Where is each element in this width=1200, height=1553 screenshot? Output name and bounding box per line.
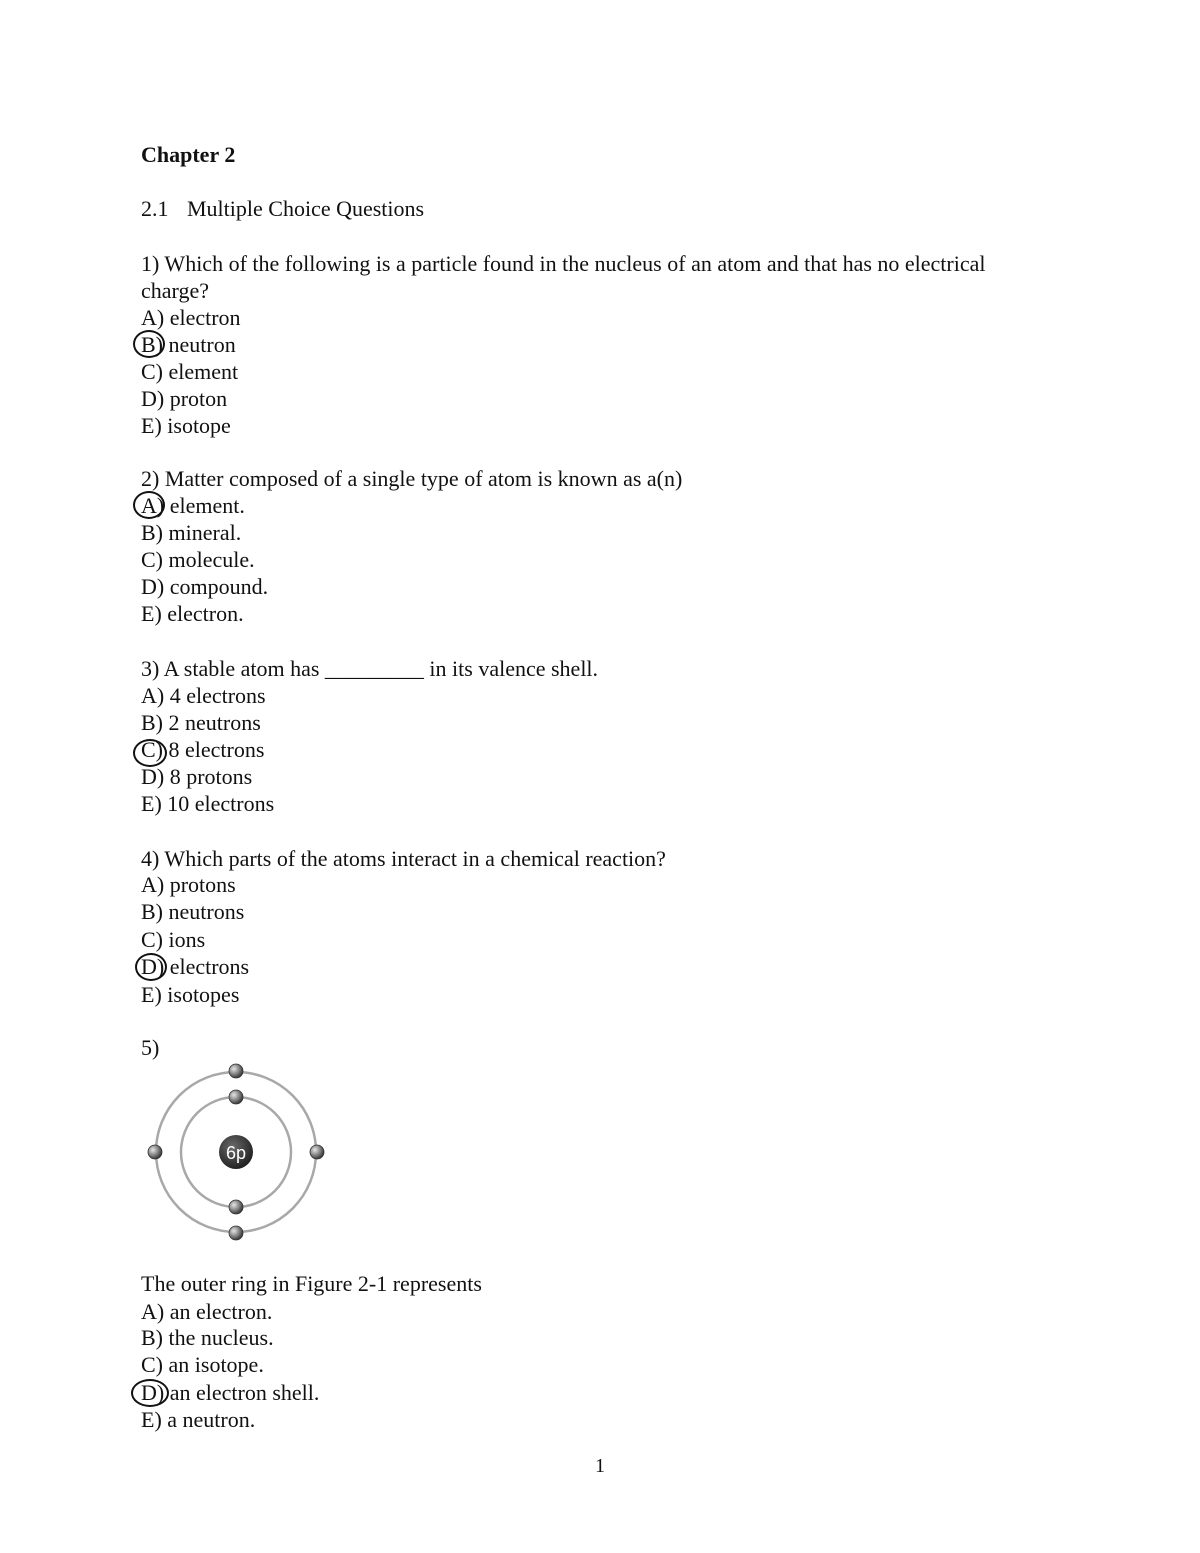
answer-circle-q3 <box>133 739 167 767</box>
question-2-option-d: D) compound. <box>141 574 269 599</box>
question-5-option-c: C) an isotope. <box>141 1352 264 1377</box>
section-heading <box>141 195 424 222</box>
question-4-option-d: D) electrons <box>141 954 250 979</box>
electron <box>229 1090 243 1104</box>
answer-circle-q2 <box>133 491 165 519</box>
question-2-option-e: E) electron. <box>141 601 244 626</box>
electron <box>148 1145 162 1159</box>
question-1-option-c: C) element <box>141 359 239 384</box>
question-1-option-e: E) isotope <box>141 413 231 438</box>
page-number: 1 <box>595 1455 605 1477</box>
question-1-option-b: B) neutron <box>141 332 236 357</box>
answer-circle-q4 <box>135 953 167 981</box>
chapter-title: Chapter 2 <box>141 142 236 167</box>
answer-circle-q1 <box>133 330 165 358</box>
electron <box>310 1145 324 1159</box>
question-3-stem: 3) A stable atom has _________ in its valence shell. <box>141 656 599 681</box>
question-2-option-b: B) mineral. <box>141 520 242 545</box>
atom-figure <box>140 1060 335 1245</box>
question-5-option-d: D) an electron shell. <box>141 1380 320 1405</box>
question-4-option-a: A) protons <box>141 872 236 897</box>
section-title: Multiple Choice Questions <box>187 196 425 221</box>
question-5-number: 5) <box>141 1035 160 1060</box>
question-4-option-c: C) ions <box>141 927 206 952</box>
question-4-option-b: B) neutrons <box>141 899 245 924</box>
electron <box>229 1200 243 1214</box>
question-1-option-a: A) electron <box>141 305 241 330</box>
question-2-option-c: C) molecule. <box>141 547 255 572</box>
section-number: 2.1 <box>141 196 169 221</box>
question-5-option-e: E) a neutron. <box>141 1407 256 1432</box>
question-3-option-d: D) 8 protons <box>141 764 253 789</box>
answer-circle-q5 <box>131 1379 169 1407</box>
question-5-stem: The outer ring in Figure 2-1 represents <box>141 1271 482 1296</box>
question-1-option-d: D) proton <box>141 386 228 411</box>
question-3-option-a: A) 4 electrons <box>141 683 266 708</box>
electron <box>229 1226 243 1240</box>
question-4-option-e: E) isotopes <box>141 982 240 1007</box>
question-5-option-b: B) the nucleus. <box>141 1325 274 1350</box>
question-4-stem: 4) Which parts of the atoms interact in a chemical reaction? <box>141 846 666 871</box>
question-2-option-a: A) element. <box>141 493 245 518</box>
question-1-stem-cont: charge? <box>141 278 209 303</box>
question-5-option-a: A) an electron. <box>141 1299 273 1324</box>
question-2-stem: 2) Matter composed of a single type of atom is known as a(n) <box>141 466 683 491</box>
question-3-option-e: E) 10 electrons <box>141 791 275 816</box>
nucleus-label: 6p <box>225 1143 247 1163</box>
question-3-option-b: B) 2 neutrons <box>141 710 261 735</box>
electron <box>229 1064 243 1078</box>
question-3-option-c: C) 8 electrons <box>141 737 265 762</box>
question-1-stem: 1) Which of the following is a particle found in the nucleus of an atom and that has no electrical <box>141 251 986 276</box>
